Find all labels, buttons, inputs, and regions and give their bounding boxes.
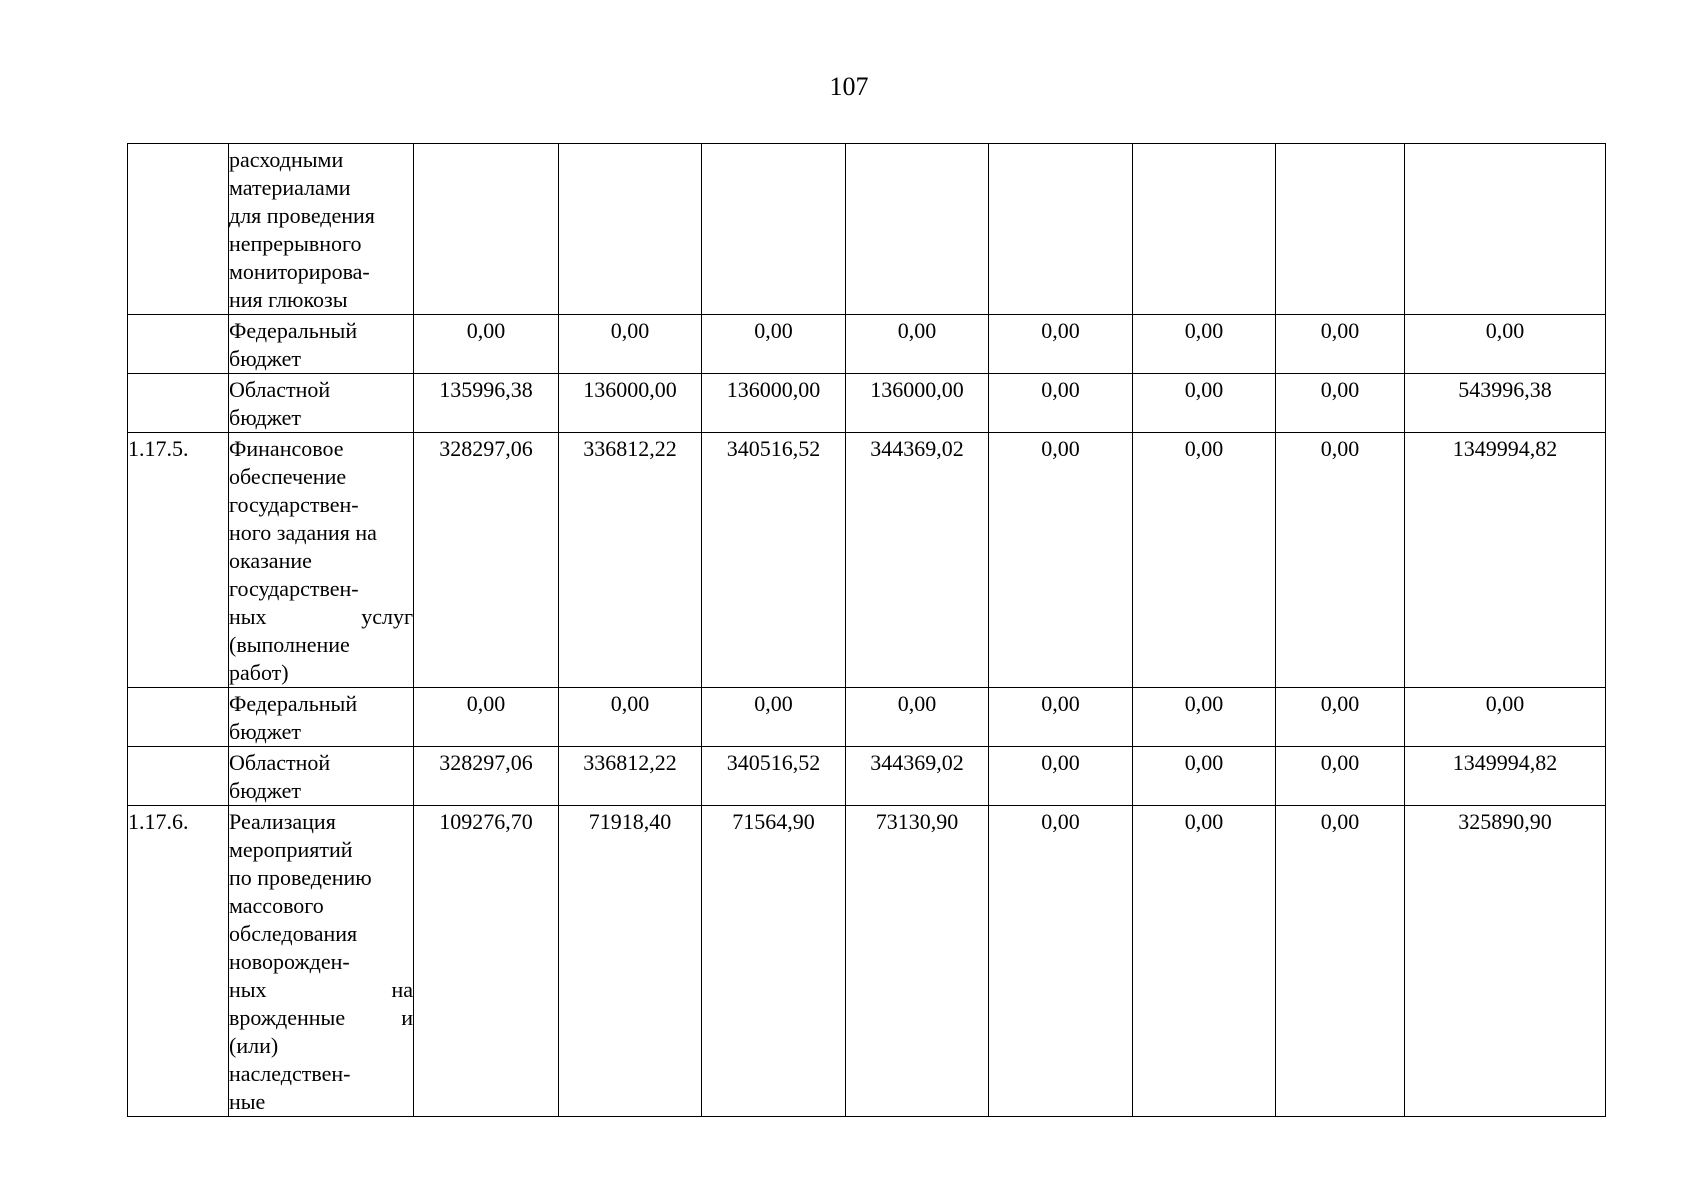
row-name-cell bbox=[229, 688, 414, 747]
value-cell-year-5: 0,00 bbox=[989, 747, 1133, 806]
value-cell-year-6: 0,00 bbox=[1133, 806, 1276, 1117]
name-line: по проведению bbox=[229, 865, 372, 890]
value-cell-year-3: 340516,52 bbox=[702, 747, 846, 806]
value-cell-year-6: 0,00 bbox=[1133, 747, 1276, 806]
value-cell-year-7 bbox=[1276, 144, 1405, 315]
total-cell: 0,00 bbox=[1405, 688, 1606, 747]
row-number-cell: 1.17.6. bbox=[128, 806, 229, 1117]
value-cell-year-6: 0,00 bbox=[1133, 315, 1276, 374]
value-cell-year-2: 136000,00 bbox=[559, 374, 702, 433]
name-line: Федеральный bbox=[229, 318, 358, 343]
name-line: (выполнение bbox=[229, 632, 350, 657]
row-number-cell bbox=[128, 747, 229, 806]
value-cell-year-2: 0,00 bbox=[559, 688, 702, 747]
table-row bbox=[128, 433, 1606, 688]
value-cell-year-3: 71564,90 bbox=[702, 806, 846, 1117]
value-cell-year-3: 0,00 bbox=[702, 315, 846, 374]
name-line: ния глюкозы bbox=[229, 287, 348, 312]
row-number-cell: 1.17.5. bbox=[128, 433, 229, 688]
name-line: мероприятий bbox=[229, 837, 353, 862]
value-cell-year-5: 0,00 bbox=[989, 433, 1133, 688]
row-number-cell bbox=[128, 144, 229, 315]
name-line: Федеральный bbox=[229, 691, 358, 716]
row-name-cell bbox=[229, 374, 414, 433]
value-cell-year-6: 0,00 bbox=[1133, 433, 1276, 688]
row-number-cell bbox=[128, 315, 229, 374]
value-cell-year-1: 109276,70 bbox=[414, 806, 559, 1117]
name-line: мониторирова- bbox=[229, 259, 370, 284]
name-line: Финансовое bbox=[229, 436, 344, 461]
name-line: массового bbox=[229, 893, 324, 918]
value-cell-year-7: 0,00 bbox=[1276, 747, 1405, 806]
value-cell-year-4: 344369,02 bbox=[846, 747, 989, 806]
value-cell-year-3: 0,00 bbox=[702, 688, 846, 747]
value-cell-year-4: 344369,02 bbox=[846, 433, 989, 688]
value-cell-year-5: 0,00 bbox=[989, 688, 1133, 747]
value-cell-year-4: 0,00 bbox=[846, 315, 989, 374]
value-cell-year-4: 0,00 bbox=[846, 688, 989, 747]
table-row bbox=[128, 374, 1606, 433]
name-line: ные bbox=[229, 1089, 266, 1114]
name-line: Реализация bbox=[229, 809, 336, 834]
row-name-cell bbox=[229, 806, 414, 1117]
name-line: ных на bbox=[229, 977, 413, 1002]
name-line: бюджет bbox=[229, 346, 301, 371]
value-cell-year-2: 0,00 bbox=[559, 315, 702, 374]
value-cell-year-2 bbox=[559, 144, 702, 315]
total-cell bbox=[1405, 144, 1606, 315]
value-cell-year-6: 0,00 bbox=[1133, 688, 1276, 747]
value-cell-year-7: 0,00 bbox=[1276, 315, 1405, 374]
name-line: наследствен- bbox=[229, 1061, 351, 1086]
row-name-cell bbox=[229, 315, 414, 374]
name-line: новорожден- bbox=[229, 949, 350, 974]
name-line: ных услуг bbox=[229, 604, 413, 629]
value-cell-year-3 bbox=[702, 144, 846, 315]
name-line: непрерывного bbox=[229, 231, 362, 256]
name-line: для проведения bbox=[229, 203, 375, 228]
name-line: бюджет bbox=[229, 778, 301, 803]
value-cell-year-5 bbox=[989, 144, 1133, 315]
value-cell-year-5: 0,00 bbox=[989, 374, 1133, 433]
table-row bbox=[128, 144, 1606, 315]
row-name-cell bbox=[229, 433, 414, 688]
value-cell-year-4 bbox=[846, 144, 989, 315]
table-row bbox=[128, 688, 1606, 747]
table-body bbox=[128, 144, 1606, 1117]
row-name-cell bbox=[229, 144, 414, 315]
value-cell-year-1 bbox=[414, 144, 559, 315]
value-cell-year-2: 336812,22 bbox=[559, 433, 702, 688]
total-cell: 1349994,82 bbox=[1405, 433, 1606, 688]
name-line: обследования bbox=[229, 921, 358, 946]
name-line: оказание bbox=[229, 548, 312, 573]
value-cell-year-3: 136000,00 bbox=[702, 374, 846, 433]
value-cell-year-1: 328297,06 bbox=[414, 433, 559, 688]
name-line: врожденные и bbox=[229, 1005, 413, 1030]
name-line: бюджет bbox=[229, 405, 301, 430]
total-cell: 543996,38 bbox=[1405, 374, 1606, 433]
name-line: ного задания на bbox=[229, 520, 377, 545]
value-cell-year-2: 71918,40 bbox=[559, 806, 702, 1117]
name-line: бюджет bbox=[229, 719, 301, 744]
name-line: работ) bbox=[229, 660, 289, 685]
total-cell: 0,00 bbox=[1405, 315, 1606, 374]
value-cell-year-5: 0,00 bbox=[989, 806, 1133, 1117]
value-cell-year-6: 0,00 bbox=[1133, 374, 1276, 433]
total-cell: 325890,90 bbox=[1405, 806, 1606, 1117]
name-line: расходными bbox=[229, 147, 344, 172]
row-number-cell bbox=[128, 688, 229, 747]
name-line: (или) bbox=[229, 1033, 279, 1058]
value-cell-year-1: 0,00 bbox=[414, 315, 559, 374]
value-cell-year-1: 328297,06 bbox=[414, 747, 559, 806]
total-cell: 1349994,82 bbox=[1405, 747, 1606, 806]
value-cell-year-5: 0,00 bbox=[989, 315, 1133, 374]
row-number-cell bbox=[128, 374, 229, 433]
table-row bbox=[128, 806, 1606, 1117]
table-row bbox=[128, 747, 1606, 806]
value-cell-year-7: 0,00 bbox=[1276, 433, 1405, 688]
value-cell-year-1: 135996,38 bbox=[414, 374, 559, 433]
value-cell-year-4: 136000,00 bbox=[846, 374, 989, 433]
value-cell-year-1: 0,00 bbox=[414, 688, 559, 747]
budget-table bbox=[127, 143, 1606, 1117]
value-cell-year-3: 340516,52 bbox=[702, 433, 846, 688]
name-line: материалами bbox=[229, 175, 351, 200]
table-row bbox=[128, 315, 1606, 374]
value-cell-year-7: 0,00 bbox=[1276, 688, 1405, 747]
name-line: Областной bbox=[229, 750, 331, 775]
name-line: государствен- bbox=[229, 492, 359, 517]
name-line: обеспечение bbox=[229, 464, 347, 489]
name-line: государствен- bbox=[229, 576, 359, 601]
value-cell-year-7: 0,00 bbox=[1276, 374, 1405, 433]
value-cell-year-6 bbox=[1133, 144, 1276, 315]
value-cell-year-4: 73130,90 bbox=[846, 806, 989, 1117]
row-name-cell bbox=[229, 747, 414, 806]
value-cell-year-7: 0,00 bbox=[1276, 806, 1405, 1117]
value-cell-year-2: 336812,22 bbox=[559, 747, 702, 806]
name-line: Областной bbox=[229, 377, 331, 402]
page-number: 107 bbox=[829, 72, 869, 101]
